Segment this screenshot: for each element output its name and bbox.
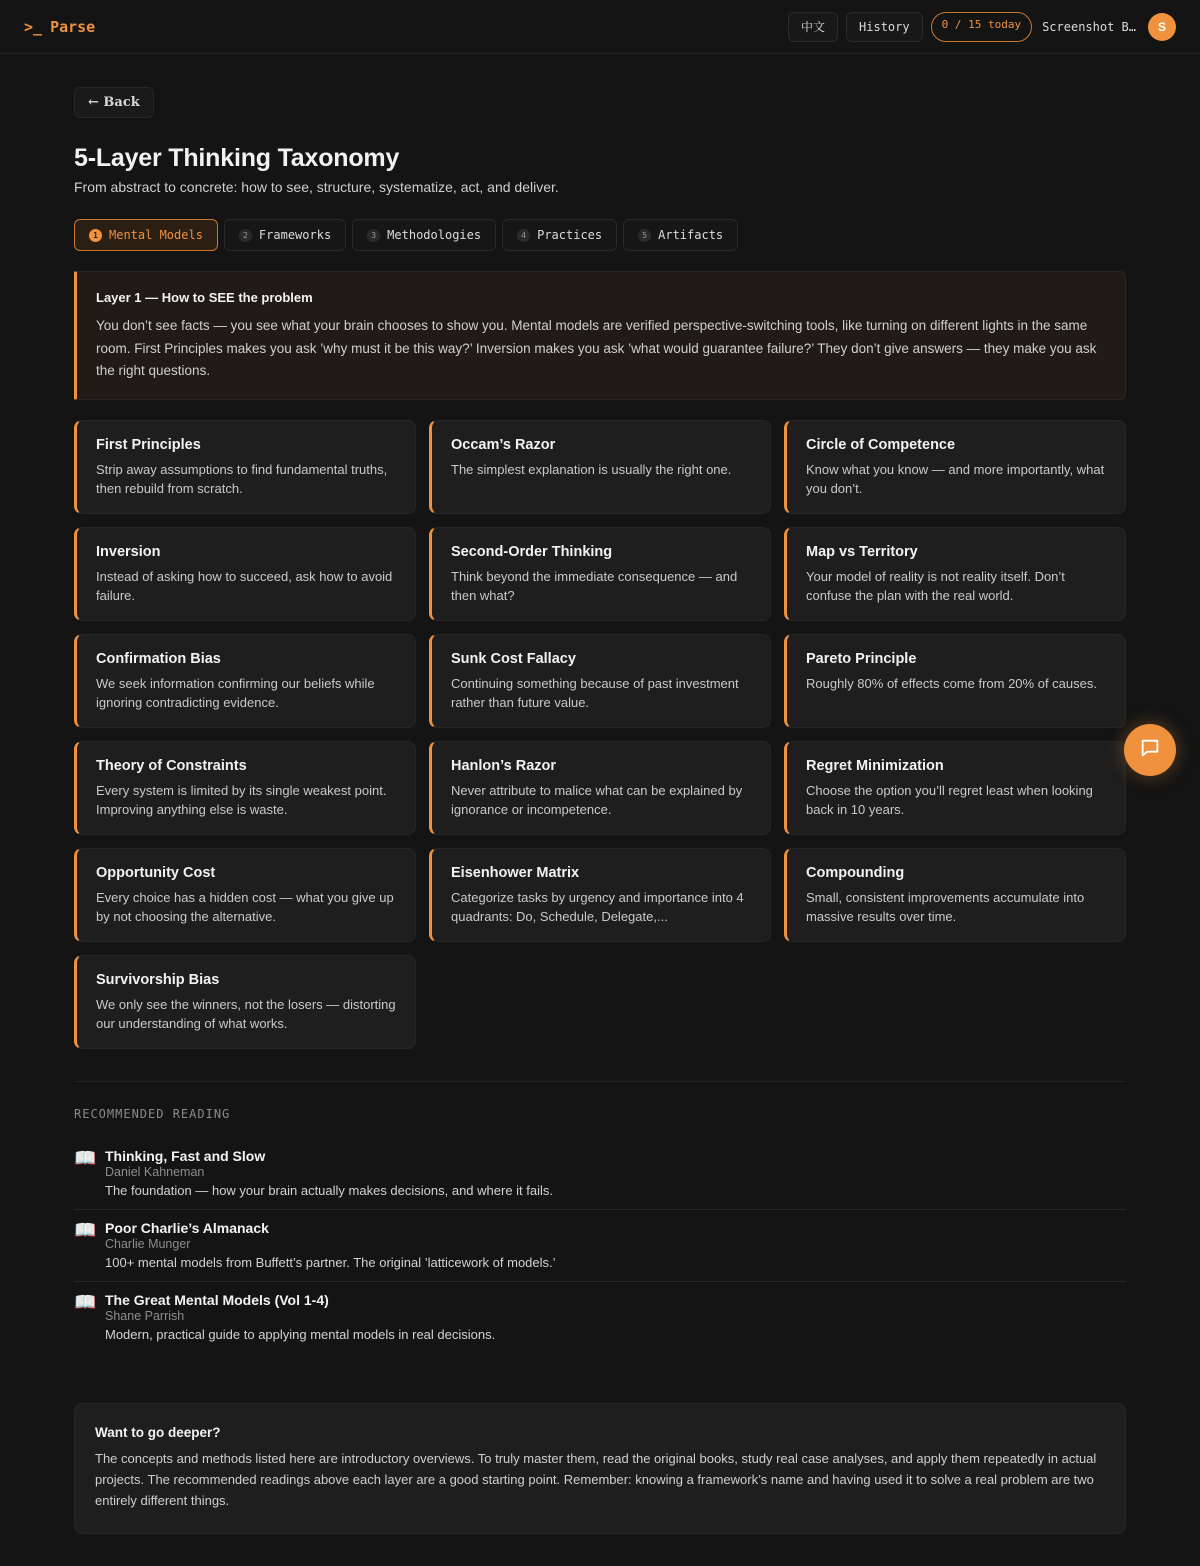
- chat-button[interactable]: [1124, 724, 1176, 776]
- top-bar: [0, 0, 1200, 54]
- terminal-prompt-icon: >_: [24, 17, 43, 36]
- tab-artifacts[interactable]: [623, 219, 738, 251]
- model-card-title: Circle of Competence: [806, 436, 956, 453]
- book-list: [74, 1138, 1126, 1353]
- tab-number-badge: 3: [367, 229, 380, 242]
- model-card[interactable]: [784, 527, 1126, 621]
- book-author: Shane Parrish: [105, 1308, 185, 1323]
- header-actions: [788, 12, 1176, 42]
- model-card-description: We seek information confirming our beliefs while ignoring contradicting evidence.: [96, 675, 375, 710]
- tab-label: Frameworks: [258, 228, 332, 242]
- model-card-description: Know what you know — and more importantly, what you don’t.: [806, 461, 1105, 496]
- chat-bubble-icon: [1139, 737, 1161, 764]
- book-author: Daniel Kahneman: [105, 1164, 205, 1179]
- model-card-title: Second-Order Thinking: [451, 543, 613, 560]
- model-card-description: We only see the winners, not the losers — distorting our understanding of what works.: [96, 996, 396, 1031]
- model-card[interactable]: [429, 848, 771, 942]
- model-card-title: Confirmation Bias: [96, 650, 221, 667]
- model-card[interactable]: [784, 634, 1126, 728]
- tab-label: Practices: [537, 228, 603, 242]
- tab-number-badge: 2: [239, 229, 252, 242]
- model-card-title: Theory of Constraints: [96, 757, 247, 774]
- model-card-title: Sunk Cost Fallacy: [451, 650, 576, 667]
- model-card[interactable]: [784, 741, 1126, 835]
- model-card[interactable]: [784, 420, 1126, 514]
- model-card[interactable]: [74, 420, 416, 514]
- open-book-icon: 📖: [74, 1291, 97, 1312]
- logo-text: Parse: [50, 17, 96, 36]
- model-card-title: Compounding: [806, 864, 905, 881]
- tab-label: Methodologies: [387, 228, 482, 242]
- usage-quota-badge: 0 / 15 today: [931, 12, 1032, 42]
- go-deeper-panel: [74, 1403, 1126, 1534]
- mental-model-grid: [74, 420, 1126, 1049]
- go-deeper-text: The concepts and methods listed here are introductory overviews. To truly master them, read the original books, study real case analyses, and apply them repeatedly in actual projects. The recommended readings above each layer are a good starting point. Remember: knowing a framework’s name and having used it to solve a real problem are two entirely different things.: [95, 1450, 1097, 1508]
- book-title: Poor Charlie’s Almanack: [105, 1219, 269, 1236]
- back-button[interactable]: ← Back: [74, 87, 154, 118]
- model-card[interactable]: [74, 741, 416, 835]
- book-note: 100+ mental models from Buffett’s partner. The original ’latticework of models.’: [105, 1254, 556, 1270]
- reading-section-label: RECOMMENDED READING: [74, 1106, 231, 1121]
- book-title: The Great Mental Models (Vol 1-4): [105, 1291, 329, 1308]
- model-card-description: Your model of reality is not reality itself. Don’t confuse the plan with the real world.: [806, 568, 1065, 603]
- page-title: 5-Layer Thinking Taxonomy: [74, 144, 400, 172]
- book-item: [74, 1210, 1126, 1282]
- model-card-description: Choose the option you’ll regret least when looking back in 10 years.: [806, 782, 1093, 817]
- model-card-title: Inversion: [96, 543, 161, 560]
- tab-number-badge: 4: [517, 229, 530, 242]
- tab-mental-models[interactable]: [74, 219, 218, 251]
- model-card-title: Pareto Principle: [806, 650, 917, 667]
- logo[interactable]: [24, 18, 95, 36]
- book-item: [74, 1282, 1126, 1353]
- tab-label: Mental Models: [109, 228, 203, 242]
- tab-number-badge: 1: [89, 229, 102, 242]
- model-card-title: Occam’s Razor: [451, 436, 556, 453]
- model-card-description: Small, consistent improvements accumulate into massive results over time.: [806, 889, 1085, 924]
- model-card-title: Eisenhower Matrix: [451, 864, 580, 881]
- recommended-reading: [74, 1107, 1126, 1353]
- model-card[interactable]: [429, 420, 771, 514]
- model-card[interactable]: [429, 527, 771, 621]
- model-card-description: Every system is limited by its single weakest point. Improving anything else is waste.: [96, 782, 387, 817]
- model-card-title: Map vs Territory: [806, 543, 918, 560]
- model-card[interactable]: [74, 527, 416, 621]
- model-card-description: Instead of asking how to succeed, ask how to avoid failure.: [96, 568, 393, 603]
- book-note: The foundation — how your brain actually makes decisions, and where it fails.: [105, 1182, 554, 1198]
- open-book-icon: 📖: [74, 1219, 97, 1240]
- model-card[interactable]: [429, 741, 771, 835]
- model-card-description: Roughly 80% of effects come from 20% of causes.: [806, 675, 1097, 691]
- history-button[interactable]: History: [846, 12, 923, 42]
- model-card-title: Regret Minimization: [806, 757, 944, 774]
- model-card[interactable]: [74, 848, 416, 942]
- section-divider: [74, 1081, 1126, 1082]
- tab-practices[interactable]: [502, 219, 617, 251]
- tab-label: Artifacts: [658, 228, 724, 242]
- open-book-icon: 📖: [74, 1147, 97, 1168]
- layer-tabs: [74, 219, 1126, 251]
- model-card[interactable]: [74, 955, 416, 1049]
- main-content: [74, 54, 1126, 1566]
- model-card-description: Strip away assumptions to find fundamental truths, then rebuild from scratch.: [96, 461, 388, 496]
- tab-number-badge: 5: [638, 229, 651, 242]
- language-toggle-button[interactable]: 中文: [788, 12, 838, 42]
- model-card-title: Hanlon’s Razor: [451, 757, 557, 774]
- model-card-description: Every choice has a hidden cost — what you give up by not choosing the alternative.: [96, 889, 394, 924]
- book-title: Thinking, Fast and Slow: [105, 1147, 266, 1164]
- layer-title: Layer 1 — How to SEE the problem: [96, 290, 313, 305]
- page-subtitle: From abstract to concrete: how to see, structure, systematize, act, and deliver.: [74, 179, 559, 195]
- layer-intro-callout: [74, 271, 1126, 400]
- model-card-title: First Principles: [96, 436, 201, 453]
- avatar[interactable]: S: [1148, 13, 1176, 41]
- model-card[interactable]: [429, 634, 771, 728]
- book-note: Modern, practical guide to applying mental models in real decisions.: [105, 1326, 496, 1342]
- user-name[interactable]: Screenshot B…: [1042, 19, 1136, 34]
- model-card-description: Continuing something because of past investment rather than future value.: [451, 675, 739, 710]
- tab-frameworks[interactable]: [224, 219, 346, 251]
- go-deeper-title: Want to go deeper?: [95, 1424, 221, 1440]
- model-card-title: Opportunity Cost: [96, 864, 216, 881]
- layer-description: You don’t see facts — you see what your brain chooses to show you. Mental models are verified perspective-switching tools, like turning on different lights in the same room. First Principles makes you ask ’why must it be this way?’ Inversion makes you ask ’what would guarantee failure?’ They don’t give answers — they make you ask the right questions.: [96, 318, 1097, 378]
- book-item: [74, 1138, 1126, 1210]
- model-card-description: Categorize tasks by urgency and importance into 4 quadrants: Do, Schedule, Delegate,...: [451, 889, 744, 924]
- model-card-description: The simplest explanation is usually the right one.: [451, 461, 732, 477]
- model-card[interactable]: [784, 848, 1126, 942]
- book-author: Charlie Munger: [105, 1236, 191, 1251]
- tab-methodologies[interactable]: [352, 219, 496, 251]
- model-card-description: Think beyond the immediate consequence — and then what?: [451, 568, 738, 603]
- model-card-description: Never attribute to malice what can be explained by ignorance or incompetence.: [451, 782, 743, 817]
- model-card[interactable]: [74, 634, 416, 728]
- model-card-title: Survivorship Bias: [96, 971, 220, 988]
